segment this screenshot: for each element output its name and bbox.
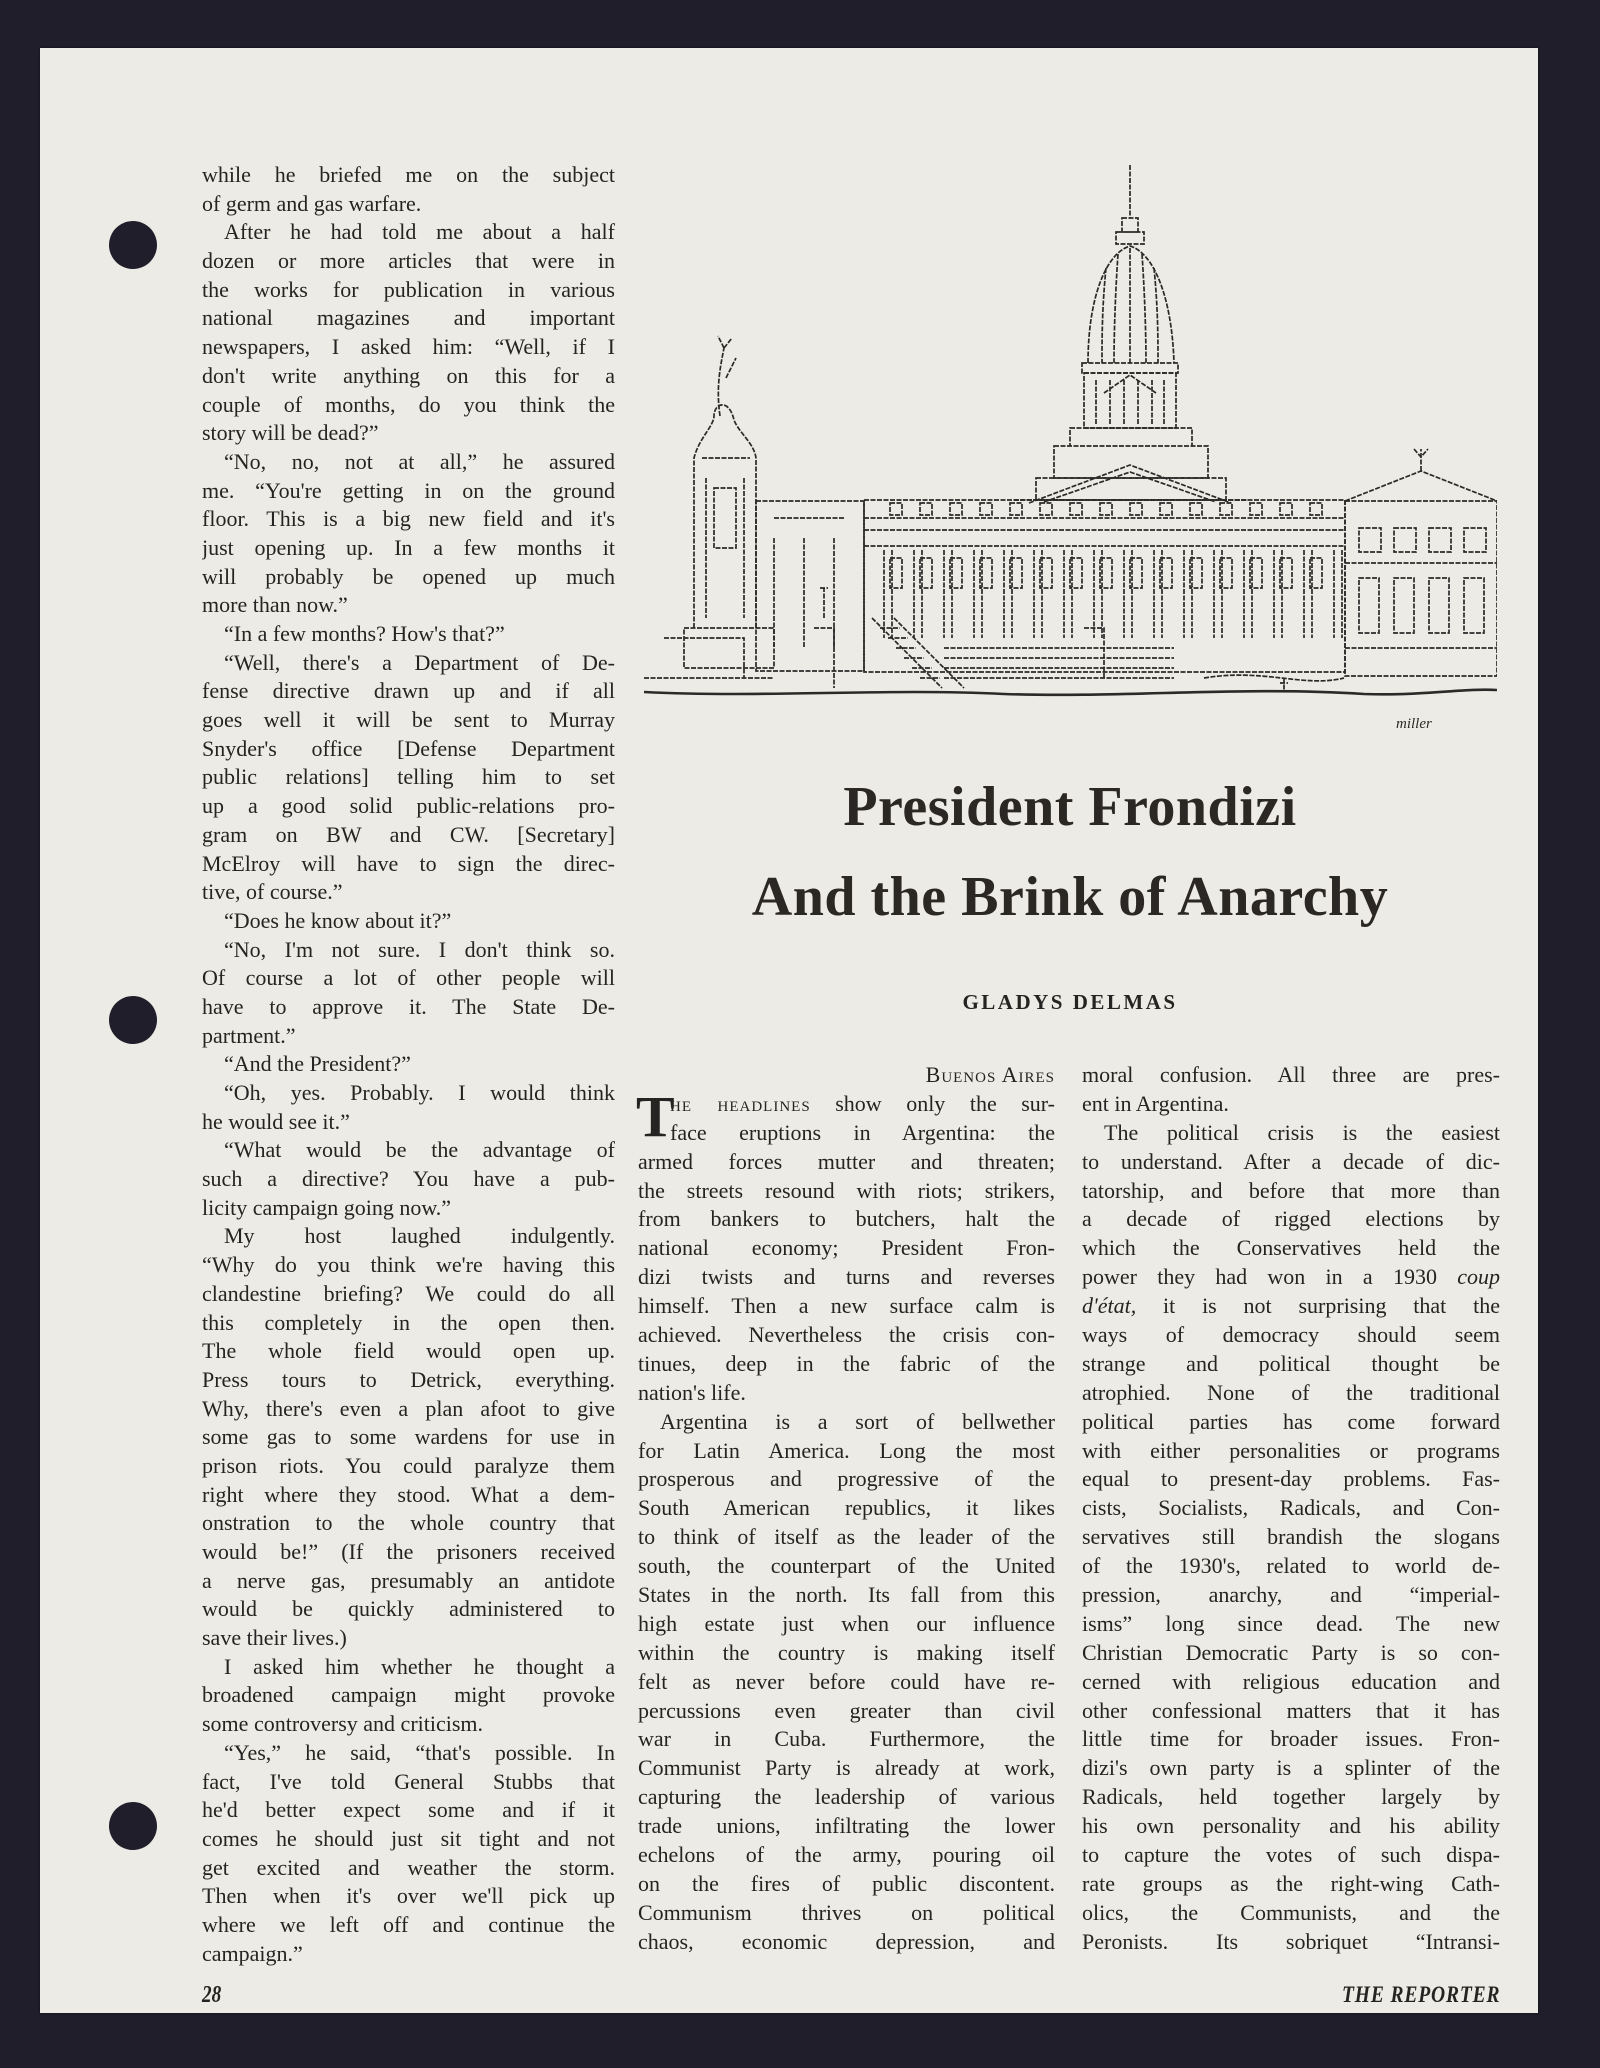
text-line: Communism thrives on political xyxy=(638,1899,1055,1925)
text-line: “In a few months? How's that?” xyxy=(224,621,505,646)
text-line: other confessional matters that it has xyxy=(1082,1697,1500,1723)
text-line: Christian Democratic Party is so con- xyxy=(1082,1639,1500,1665)
text-line: servatives still brandish the slogans xyxy=(1082,1524,1500,1550)
text-line: face eruptions in Argentina: the xyxy=(670,1119,1055,1145)
text-line: newspapers, I asked him: “Well, if I xyxy=(202,334,615,360)
text-line: save their lives.) xyxy=(202,1625,347,1651)
text-line: with either personalities or programs xyxy=(1082,1437,1500,1463)
text-line: from bankers to butchers, halt the xyxy=(638,1206,1055,1232)
text-line: dizi's own party is a splinter of the xyxy=(1082,1755,1500,1781)
text-line: States in the north. Its fall from this xyxy=(638,1582,1055,1608)
text-line: isms” long since dead. The new xyxy=(1082,1610,1500,1636)
text-segment: it is not surprising that the xyxy=(1136,1293,1500,1319)
left-text-column xyxy=(202,161,615,1968)
dateline: Buenos Aires xyxy=(925,1062,1055,1087)
text-line: would be quickly administered to xyxy=(202,1596,615,1622)
text-line: to capture the votes of such dispa- xyxy=(1082,1842,1500,1868)
text-line: partment.” xyxy=(202,1022,296,1048)
text-line: comes he should just sit tight and not xyxy=(202,1825,615,1851)
text-line: public relations] telling him to set xyxy=(202,764,615,790)
text-line: his own personality and his ability xyxy=(1082,1813,1500,1839)
text-line: “And the President?” xyxy=(224,1051,411,1077)
italic-text: d'état, xyxy=(1082,1293,1137,1319)
text-line: chaos, economic depression, and xyxy=(638,1928,1055,1954)
text-line: floor. This is a big new field and it's xyxy=(202,506,615,532)
text-line: Argentina is a sort of bellwether xyxy=(660,1408,1055,1434)
text-line: trade unions, infiltrating the lower xyxy=(638,1813,1055,1839)
text-line: goes well it will be sent to Murray xyxy=(202,707,615,733)
text-line: olics, the Communists, and the xyxy=(1082,1899,1500,1925)
text-line: which the Conservatives held the xyxy=(1082,1235,1500,1261)
drop-cap: T xyxy=(636,1083,675,1149)
text-line: of germ and gas warfare. xyxy=(202,190,422,216)
lead-line-rest: show only the sur- xyxy=(835,1090,1055,1116)
text-line: cerned with religious education and xyxy=(1082,1668,1500,1694)
text-line: Radicals, held together largely by xyxy=(1082,1784,1500,1810)
text-line: “What would be the advantage of xyxy=(224,1137,615,1163)
text-line: while he briefed me on the subject xyxy=(202,162,615,187)
text-line: the works for publication in various xyxy=(202,276,615,302)
text-line: right where they stood. What a dem- xyxy=(202,1481,615,1507)
text-line: Communist Party is already at work, xyxy=(638,1755,1055,1781)
text-line: get excited and weather the storm. xyxy=(202,1854,615,1880)
text-line: where we left off and continue the xyxy=(202,1911,615,1937)
text-line: armed forces mutter and threaten; xyxy=(638,1148,1055,1174)
text-line: “Well, there's a Department of De- xyxy=(224,649,615,675)
text-line: up a good solid public-relations pro- xyxy=(202,793,615,819)
text-line: “No, I'm not sure. I don't think so. xyxy=(224,936,615,962)
article-title-line-1: President Frondizi xyxy=(843,776,1297,838)
text-line: Snyder's office [Defense Department xyxy=(202,735,615,761)
text-line xyxy=(638,1090,1055,1119)
text-line: couple of months, do you think the xyxy=(202,391,615,417)
text-line: on the fires of public discontent. xyxy=(638,1870,1055,1896)
text-line: campaign.” xyxy=(202,1940,303,1966)
binder-hole xyxy=(109,996,157,1044)
text-line: rate groups as the right-wing Cath- xyxy=(1082,1870,1500,1896)
text-line: a decade of rigged elections by xyxy=(1082,1206,1500,1232)
text-line: prosperous and progressive of the xyxy=(638,1466,1055,1492)
text-line: national magazines and important xyxy=(202,305,615,331)
text-line: just opening up. In a few months it xyxy=(202,534,615,560)
text-line: some gas to some wardens for use in xyxy=(202,1424,615,1450)
text-line: Press tours to Detrick, everything. xyxy=(202,1366,615,1392)
text-line: story will be dead?” xyxy=(202,420,379,446)
text-line: moral confusion. All three are pres- xyxy=(1082,1062,1500,1087)
text-line: will probably be opened up much xyxy=(202,563,615,589)
text-line: The whole field would open up. xyxy=(202,1338,615,1364)
text-line: fact, I've told General Stubbs that xyxy=(202,1768,615,1794)
magazine-name: THE REPORTER xyxy=(1341,1982,1500,2007)
text-line: political parties has come forward xyxy=(1082,1408,1500,1434)
text-line: ent in Argentina. xyxy=(1082,1090,1229,1116)
text-line: gram on BW and CW. [Secretary] xyxy=(202,821,615,847)
text-line: achieved. Nevertheless the crisis con- xyxy=(638,1322,1055,1348)
text-line: McElroy will have to sign the direc- xyxy=(202,850,615,876)
text-line: within the country is making itself xyxy=(638,1639,1055,1665)
text-line: Why, there's even a plan afoot to give xyxy=(202,1395,615,1421)
article-title-line-2: And the Brink of Anarchy xyxy=(751,866,1389,928)
text-line: this completely in the open then. xyxy=(202,1309,615,1335)
illustrator-signature: miller xyxy=(1396,716,1432,732)
text-line: a nerve gas, presumably an antidote xyxy=(202,1567,615,1593)
text-line: tive, of course.” xyxy=(202,879,343,905)
text-line: war in Cuba. Furthermore, the xyxy=(638,1726,1055,1752)
text-line: “Why do you think we're having this xyxy=(202,1252,615,1278)
text-line: of the 1930's, related to world de- xyxy=(1082,1553,1500,1579)
text-line: After he had told me about a half xyxy=(224,219,615,245)
text-line: The political crisis is the easiest xyxy=(1104,1119,1500,1145)
text-line: “Oh, yes. Probably. I would think xyxy=(224,1080,615,1105)
page-number: 28 xyxy=(202,1982,222,2008)
text-line: capturing the leadership of various xyxy=(638,1784,1055,1810)
text-line: such a directive? You have a pub- xyxy=(202,1166,615,1192)
text-line: me. “You're getting in on the ground xyxy=(202,477,615,503)
text-line: fense directive drawn up and if all xyxy=(202,678,615,704)
lead-paragraph xyxy=(636,1083,1055,1408)
text-line: licity campaign going now.” xyxy=(202,1194,452,1220)
text-line: South American republics, it likes xyxy=(638,1495,1055,1521)
text-line xyxy=(1082,1263,1500,1292)
text-line: tinues, deep in the fabric of the xyxy=(638,1350,1055,1376)
text-line: the streets resound with riots; strikers, xyxy=(638,1177,1055,1203)
text-line: clandestine briefing? We could do all xyxy=(202,1280,615,1306)
text-line: felt as never before could have re- xyxy=(638,1668,1055,1694)
text-line: little time for broader issues. Fron- xyxy=(1082,1726,1500,1752)
text-line: tatorship, and before that more than xyxy=(1082,1177,1500,1203)
text-line: cists, Socialists, Radicals, and Con- xyxy=(1082,1495,1500,1521)
text-line: nation's life. xyxy=(638,1379,746,1405)
text-line: atrophied. None of the traditional xyxy=(1082,1379,1500,1405)
text-line: pression, anarchy, and “imperial- xyxy=(1082,1582,1500,1608)
text-line: prison riots. You could paralyze them xyxy=(202,1452,615,1478)
text-line: broadened campaign might provoke xyxy=(202,1682,615,1708)
text-segment: power they had won in a 1930 xyxy=(1082,1264,1458,1290)
middle-text-column xyxy=(638,1061,1055,1957)
text-line: have to approve it. The State De- xyxy=(202,993,615,1019)
text-line: equal to present-day problems. Fas- xyxy=(1082,1466,1500,1492)
text-line: some controversy and criticism. xyxy=(202,1711,484,1737)
italic-text: coup xyxy=(1457,1264,1500,1290)
right-text-column xyxy=(1082,1061,1500,1957)
text-line: high estate just when our influence xyxy=(638,1610,1055,1636)
text-line: himself. Then a new surface calm is xyxy=(638,1293,1055,1319)
article-byline: GLADYS DELMAS xyxy=(962,990,1178,1014)
text-line: strange and political thought be xyxy=(1082,1350,1500,1376)
text-line: “No, no, not at all,” he assured xyxy=(224,448,615,474)
text-line: dozen or more articles that were in xyxy=(202,248,615,274)
text-line: south, the counterpart of the United xyxy=(638,1553,1055,1579)
text-line: onstration to the whole country that xyxy=(202,1510,615,1536)
text-line: I asked him whether he thought a xyxy=(224,1653,615,1679)
lead-smallcaps: he headlines xyxy=(670,1090,811,1116)
text-line: Then when it's over we'll pick up xyxy=(202,1883,615,1909)
text-line: he would see it.” xyxy=(202,1108,350,1134)
congress-building-illustration xyxy=(644,158,1497,738)
text-line: My host laughed indulgently. xyxy=(224,1223,615,1249)
binder-hole xyxy=(109,1802,157,1850)
text-line: ways of democracy should seem xyxy=(1082,1322,1500,1348)
text-line xyxy=(1082,1292,1500,1321)
text-line: national economy; President Fron- xyxy=(638,1235,1055,1261)
text-line: “Yes,” he said, “that's possible. In xyxy=(224,1739,615,1765)
text-line: “Does he know about it?” xyxy=(224,907,452,933)
text-line: percussions even greater than civil xyxy=(638,1697,1055,1723)
text-line: more than now.” xyxy=(202,592,348,618)
text-line: he'd better expect some and if it xyxy=(202,1797,615,1823)
text-line: dizi twists and turns and reverses xyxy=(638,1264,1055,1290)
text-line: Peronists. Its sobriquet “Intransi- xyxy=(1082,1928,1500,1954)
binder-hole xyxy=(109,221,157,269)
text-line: for Latin America. Long the most xyxy=(638,1437,1055,1463)
text-line: echelons of the army, pouring oil xyxy=(638,1842,1055,1868)
text-line: Of course a lot of other people will xyxy=(202,965,615,991)
text-line: to understand. After a decade of dic- xyxy=(1082,1148,1500,1174)
text-line: would be!” (If the prisoners received xyxy=(202,1539,615,1564)
text-line: don't write anything on this for a xyxy=(202,362,615,388)
text-line: to think of itself as the leader of the xyxy=(638,1524,1055,1550)
